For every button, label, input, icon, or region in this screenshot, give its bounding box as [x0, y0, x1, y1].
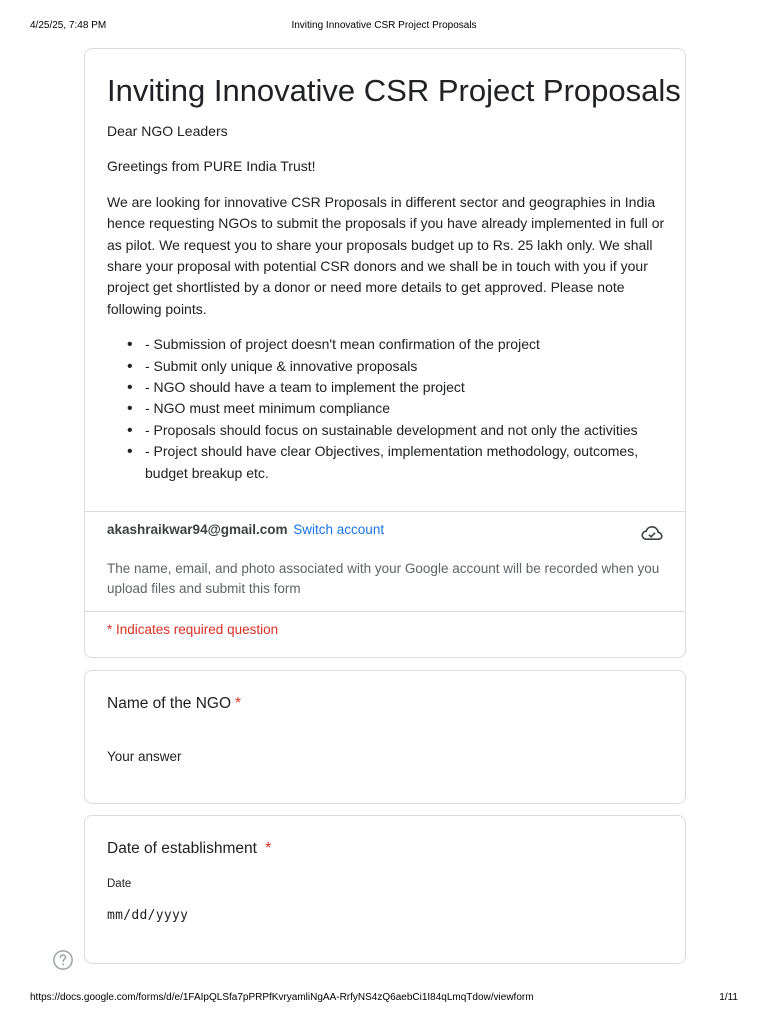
switch-account-link[interactable]: Switch account: [293, 522, 385, 537]
greeting-line-2: Greetings from PURE India Trust!: [107, 158, 316, 175]
question-title: [107, 840, 271, 858]
form-title: Inviting Innovative CSR Project Proposals: [107, 73, 681, 108]
account-email: akashraikwar94@gmail.com: [107, 522, 288, 537]
print-title: Inviting Innovative CSR Project Proposals: [291, 20, 477, 31]
required-star: *: [265, 840, 272, 857]
help-circle-icon[interactable]: [52, 949, 74, 971]
question-card-establishment-date: [84, 815, 686, 964]
list-item: • - Proposals should focus on sustainable development and not only the activities: [127, 420, 667, 441]
question-label: Date of establishment: [107, 840, 257, 857]
print-header: [0, 0, 768, 48]
list-item: • - NGO must meet minimum compliance: [127, 398, 667, 419]
question-label: Name of the NGO: [107, 695, 232, 712]
question-title: [107, 695, 241, 713]
date-label: Date: [107, 878, 132, 890]
form-description: [107, 121, 667, 484]
required-note: * Indicates required question: [107, 622, 279, 637]
required-star: *: [235, 695, 242, 712]
account-row: [107, 522, 667, 537]
privacy-note: The name, email, and photo associated with your Google account will be recorded when you upload files and submit this form: [107, 561, 660, 596]
print-url: https://docs.google.com/forms/d/e/1FAIpQLSfa7pPRPfKvryamliNgAA-RrfyNS4zQ6aebCi1I84qLmqTdow/viewform: [30, 992, 534, 1003]
ngo-name-input[interactable]: Your answer: [107, 749, 182, 764]
cloud-check-icon: [641, 525, 663, 541]
date-input[interactable]: mm/dd/yyyy: [107, 908, 189, 923]
greeting-line-1: Dear NGO Leaders: [107, 123, 228, 139]
list-item: • - NGO should have a team to implement the project: [127, 377, 667, 398]
divider: [85, 611, 685, 612]
list-item: • - Submit only unique & innovative proposals: [127, 356, 667, 377]
page-number: 1/11: [719, 992, 738, 1003]
question-card-ngo-name: [84, 670, 686, 804]
form-header-card: [84, 48, 686, 658]
print-date: 4/25/25, 7:48 PM: [30, 20, 107, 31]
divider: [85, 511, 685, 512]
points-list: [127, 334, 667, 484]
list-item: • - Project should have clear Objectives, implementation methodology, outcomes, budget breakup etc.: [127, 441, 667, 484]
intro-paragraph: We are looking for innovative CSR Proposals in different sector and geographies in India hence requesting NGOs to submit the proposals if you have already implemented in full or as pilot. We request you to share your proposals budget up to Rs. 25 lakh only. We shall share your proposal with potential CSR donors and we shall be in touch with you if your project get shortlisted by a donor or need more details to get approved. Please note following points.: [107, 193, 665, 317]
list-item: • - Submission of project doesn't mean confirmation of the project: [127, 334, 667, 355]
